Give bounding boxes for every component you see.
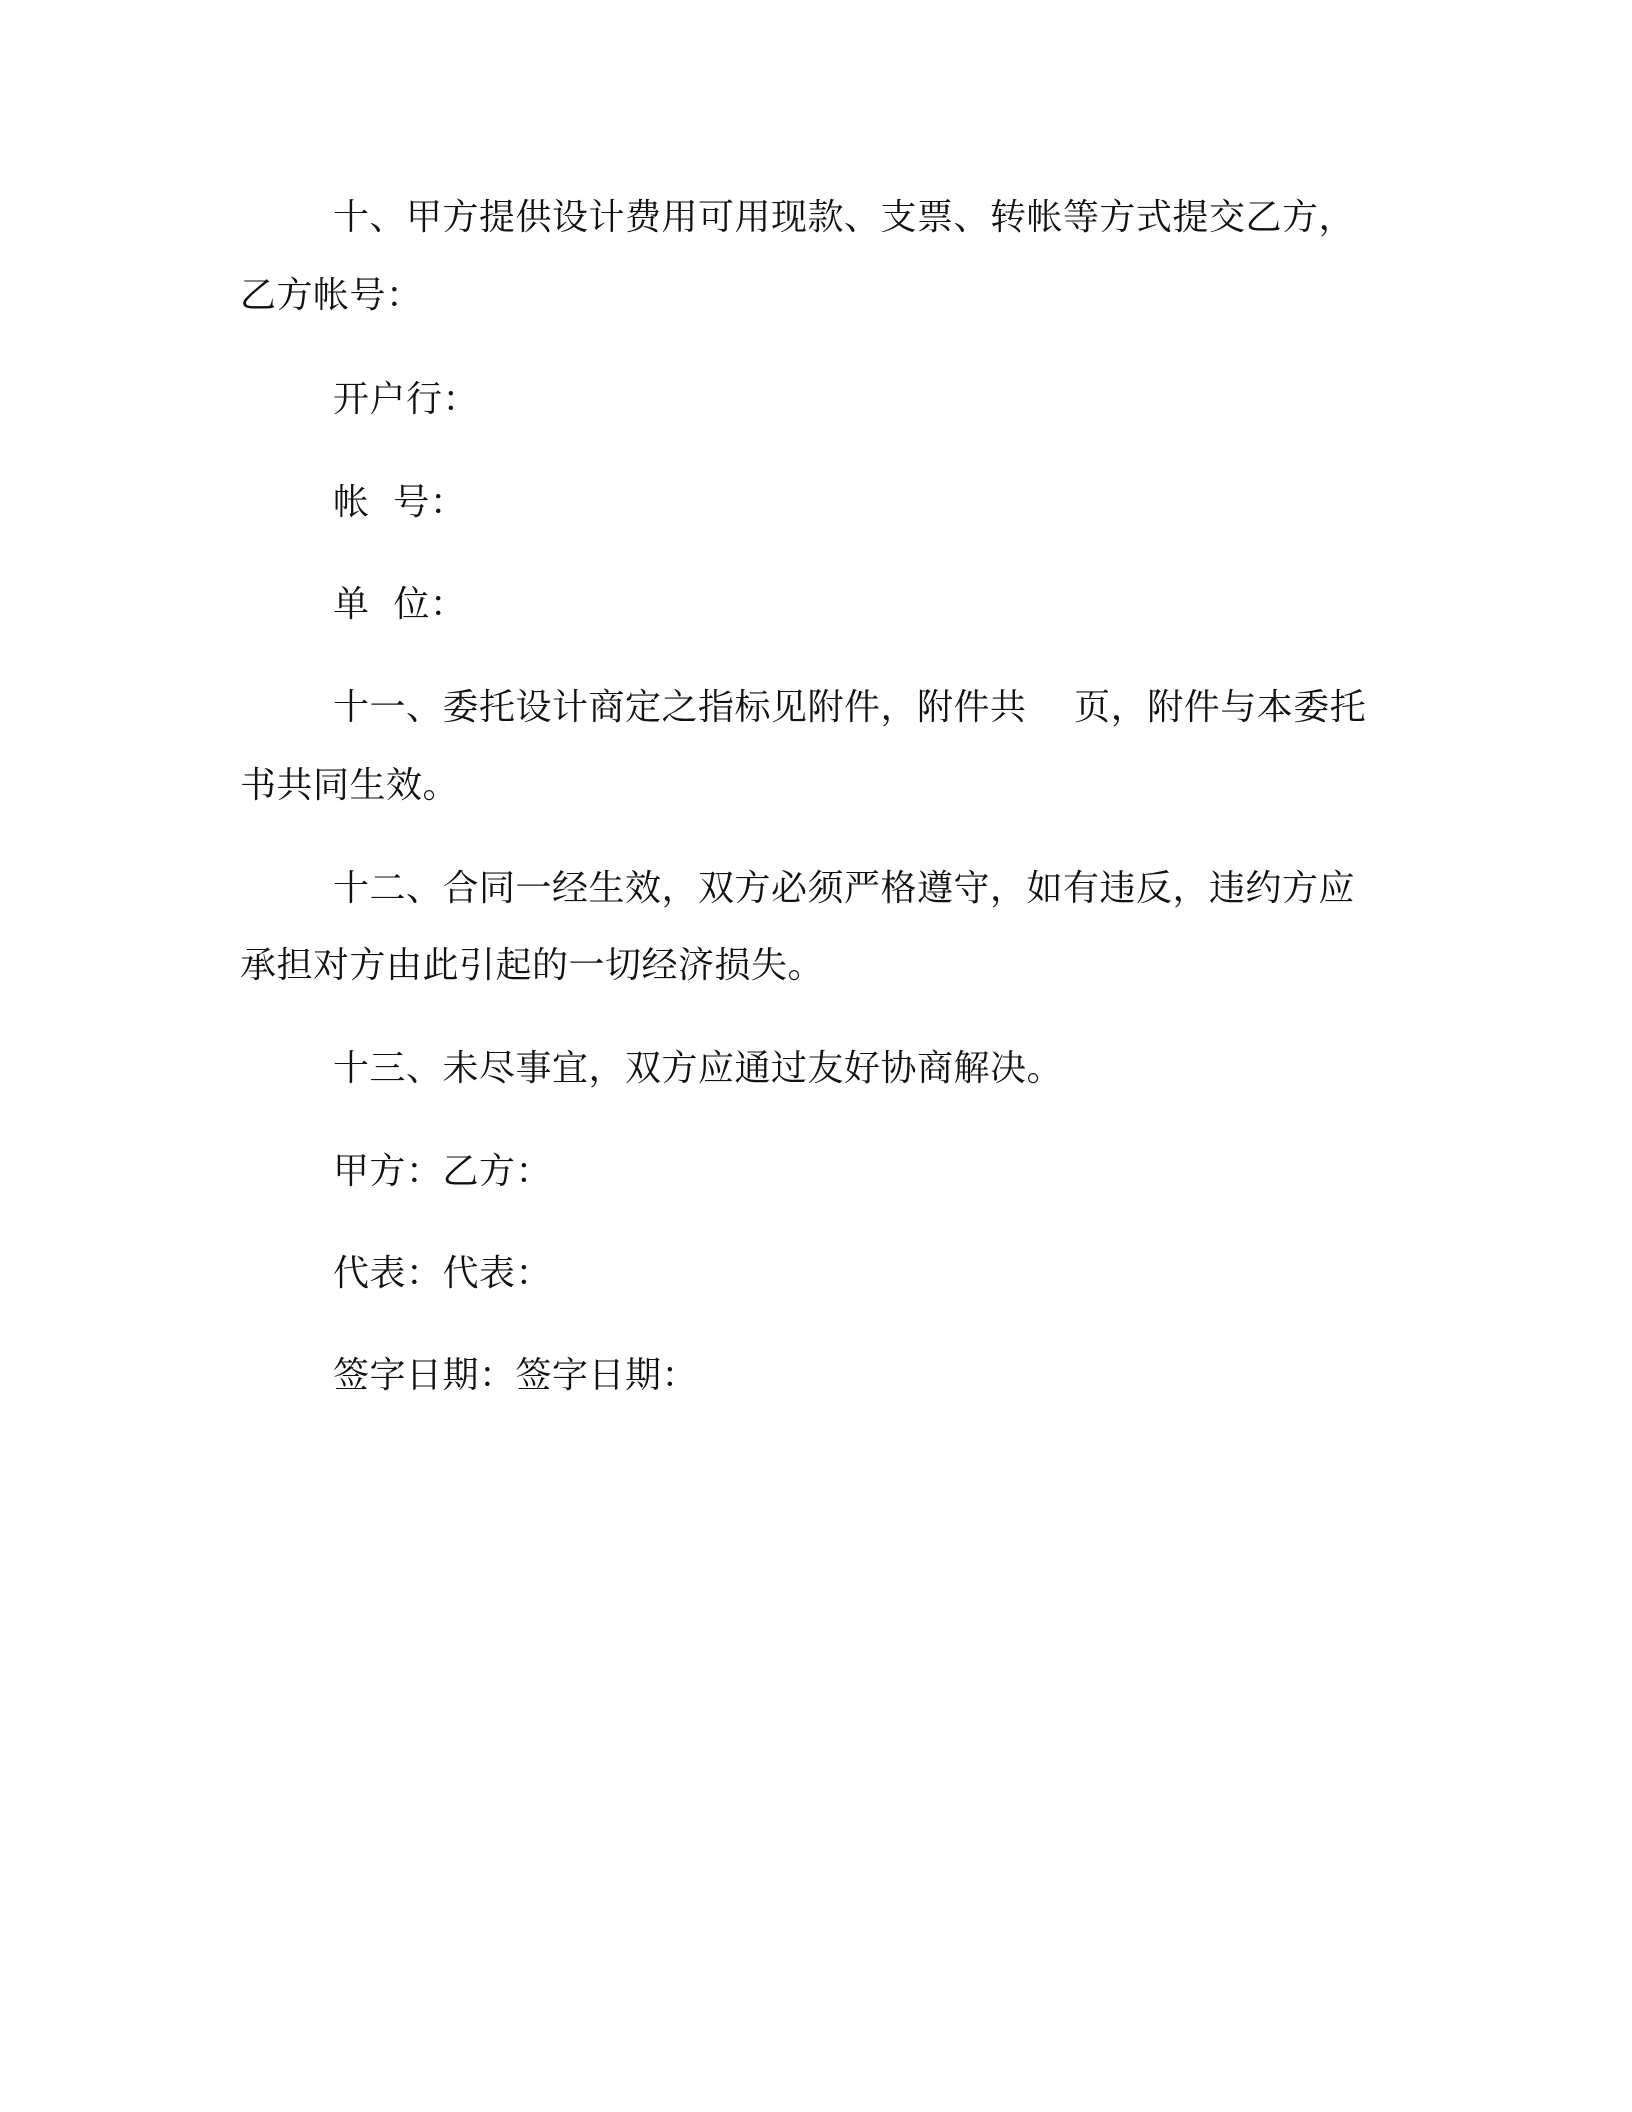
clause-11-line-1: 十一、委托设计商定之指标见附件，附件共 页，附件与本委托 [333, 687, 1367, 728]
signature-representatives: 代表：代表： [333, 1253, 553, 1294]
bank-label: 开户行： [333, 379, 480, 420]
clause-11-line-2: 书共同生效。 [240, 765, 460, 806]
clause-13-line-1: 十三、未尽事宜，双方应通过友好协商解决。 [333, 1048, 1064, 1089]
clause-10-line-1: 十、甲方提供设计费用可用现款、支票、转帐等方式提交乙方， [333, 197, 1356, 238]
signature-parties: 甲方：乙方： [333, 1151, 553, 1192]
unit-label: 单 位： [333, 584, 467, 625]
clause-10-line-2: 乙方帐号： [240, 275, 423, 316]
clause-12-line-2: 承担对方由此引起的一切经济损失。 [240, 945, 825, 986]
account-label: 帐 号： [333, 482, 467, 523]
signature-dates: 签字日期：签字日期： [333, 1355, 699, 1396]
clause-12-line-1: 十二、合同一经生效，双方必须严格遵守，如有违反，违约方应 [333, 868, 1356, 909]
